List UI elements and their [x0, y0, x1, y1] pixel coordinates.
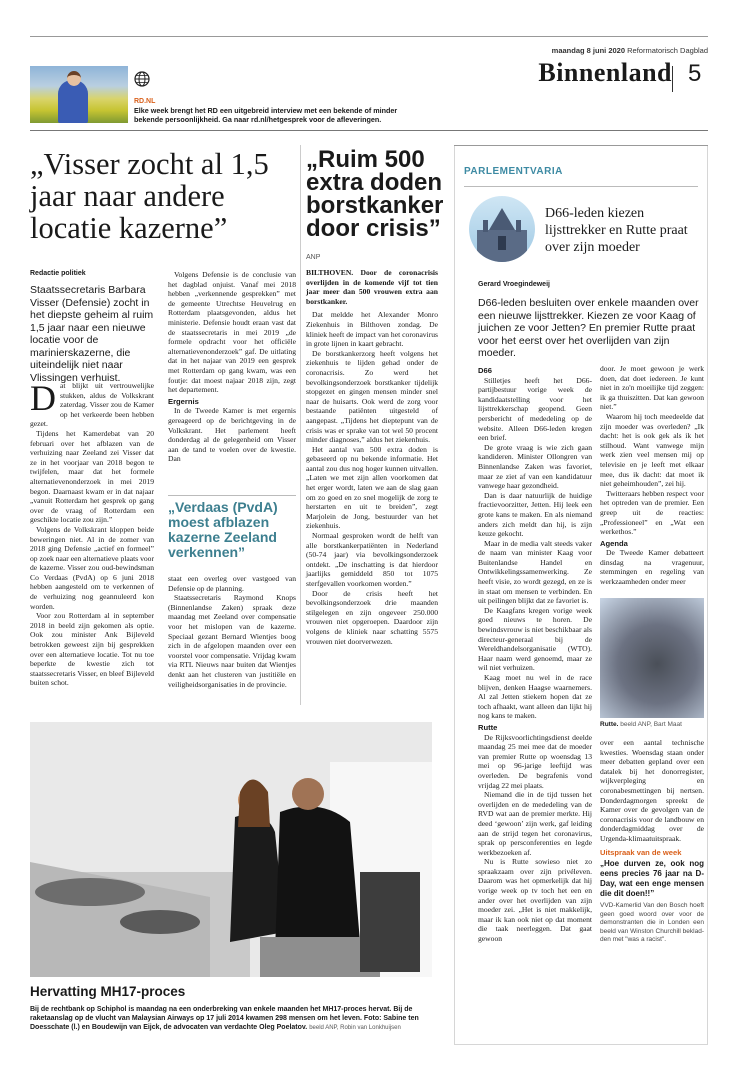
photo-caption-title: Hervatting MH17-proces [30, 984, 186, 999]
globe-icon [134, 71, 150, 87]
courtroom-illustration [30, 722, 432, 977]
section-title: Binnenland [538, 58, 672, 87]
article-col-1: Dat blijkt uit vertrouwelijke stukken, aldus de Volkskrant zaterdag. Visser zou de Kamer op het verkeerde been hebben gezet. Tijdens het Kamerdebat van 20 februari over het afblazen van de verhuizing naar Zeeland zei Visser dat ze in het voorjaar van 2018 begon te twijfelen, maar dat het formele alternatievenonderzoek in mei 2019 begon. Daarnaast kwam er in dat najaar „vanuit Rotterdam het gesprek op gang over de vraag of Rotterdam een geschikte locatie zou zijn.” Volgens de Volkskrant kloppen beide beweringen niet. Al in de zomer van 2018 ging Defensie „actief en formeel” op zoek naar een alternatieve plaats voor de kazerne. Visser zou oud-bewindsman Co Verdaas (PvdA) op 6 juni 2018 hebben aangesteld om te verkennen of de verhuizing nog geannuleerd kon worden. Voor zou Rotterdam al in september 2018 in beeld zijn gekomen als optie. Ook zou minister Ank Bijleveld betrokken geweest zijn bij gesprekken over een alternatieve locatie. Tot nu toe beperkte de kwestie zich tot staatssecretaris Visser, en bleef Bijleveld buiten schot. [30, 378, 154, 688]
byline: Redactie politiek [30, 270, 86, 277]
pull-quote: „Verdaas (PvdA) moest afblazen kazerne Zeeland verkennen” [168, 495, 296, 560]
article2-body: BILTHOVEN. Door de coronacrisis overlijden in de komende vijf tot tien jaar meer dan 500 vrouwen extra aan borstkanker. Dat meldde het Alexander Monro Ziekenhuis in Bilthoven zondag. De kliniek heeft de impact van het coronavirus in grote lijnen in kaart gebracht. De borstkankerzorg heeft volgens het ziekenhuis te lijden gehad onder de coronacrisis. Zo werd het bevolkingsonderzoek borstkanker tijdelijk stopgezet en gingen mensen minder snel naar de huisarts. Ook werd de zorg voor bestaande patiënten uitgesteld of aangepast. „Tijdens het dieptepunt van de crisis was er sprake van tot wel 50 procent minder diagnoses,” aldus het ziekenhuis. Het aantal van 500 extra doden is gebaseerd op nu bekende informatie. Het aantal zou dus nog hoger kunnen uitvallen. „Laten we met zijn allen voorkomen dat het erger wordt, laten we aan de slag gaan om zo goed en zo snel mogelijk de zorg te herstarten en uit te breiden”, zegt Marjolein de Jong, bestuurder van het ziekenhuis. Normaal gesproken wordt de helft van alle borstkankerpatiënten in Nederland (50-74 jaar) via bevolkingsonderzoek ontdekt. „De inschatting is dat hierdoor jaarlijks gemiddeld 850 tot 1075 sterfgevallen voorkomen worden.” Door de crisis heeft het bevolkingsonderzoek drie maanden stilgelegen en zijn ongeveer 250.000 vrouwen niet opgeroepen. Daardoor zijn volgens de kliniek naar schatting 5575 vrouwen niet doorverwezen. [306, 268, 438, 646]
promo-face [67, 71, 81, 86]
panel-headline: D66-leden kiezen lijsttrekker en Rutte praat over zijn moeder [545, 206, 688, 255]
headline-visser: „Visser zocht al 1,5 jaar naar andere locatie kazerne” [30, 147, 269, 245]
photo-caption-text: Bij de rechtbank op Schiphol is maandag na een onderbreking van enkele maanden het MH17-proces hervat. Bij de raketaanslag op de vlucht van Malaysian Airways op 17 juli 2014 kwamen 298 mensen om het leven. Foto: Sabine ten Doesschate (l.) en Boudewijn van Eijck, de advocaten van verdachte Oleg Poelatov. beeld ANP, Robin van Lonkhuijsen [30, 1006, 419, 1031]
panel-byline: Gerard Vroegindeweij [478, 281, 550, 288]
panel-col-1: D66 Stilletjes heeft het D66-partijbestuur vorige week de kandidaatstelling voor het lijsttrekkerschap geopend. Geen persbericht of mededeling op de website. Alleen D66-leden kregen een brief. De grote vraag is wie zich gaan kandideren. Minister Ollongren van Binnenlandse Zaken was favoriet, maar ze ziet af van een kandidatuur vanwege haar gezondheid. Dan is daar natuurlijk de huidige fractievoorzitter, Jetten. Hij leek een grote kans te maken. En als niemand anders zich meldt dan hij, is zijn keuze gekocht. Maar in de media valt steeds vaker de naam van minister Kaag voor Buitenlandse Handel en Ontwikkelingssamenwerking. Ze heeft visie, zo wordt gezegd, en ze is in staat om mensen te verbinden. En uit peilingen blijkt dat ze favoriet is. De Kaagfans kregen vorige week goed nieuws te horen. De bewindsvrouw is niet beschikbaar als directeur-generaal bij de Wereldhandelsorganisatie (WTO). Haar naam werd genoemd, maar ze wil niet verhuizen. Kaag moet nu wel in de race blijven, denken Haagse waarnemers. Al zal Jetten stiekem hopen dat ze toch afhaakt, want alleen dan lijkt hij nog kans te maken. Rutte De Rijksvoorlichtingsdienst deelde maandag 25 mei mee dat de moeder van premier Rutte op woensdag 13 mei op 96-jarige leeftijd was overleden. De begrafenis vond vrijdag 22 mei plaats. Niemand die in de tijd tussen het overlijden en de mededeling van de RVD wat aan de premier merkte. Hij deed ‘gewoon’ zijn werk, gaf leiding aan de strijd tegen het coronavirus, sprak op persconferenties en legde werkbezoeken af. Nu is Rutte sowieso niet zo spraakzaam over zijn privéleven. Daarom was het opmerkelijk dat hij vorige week op tv toch het een en ander over het overlijden van zijn moeder zei. „Het is niet makkelijk, maar ik kan ook niet op dat moment die taak neerleggen. Dat gaat gewoon [478, 366, 592, 944]
headline-borstkanker: „Ruim 500 extra doden borstkanker door crisis” [306, 146, 444, 242]
column-rule [300, 145, 301, 705]
panel-rule [464, 186, 698, 187]
panel-label: PARLEMENTVARIA [464, 166, 563, 177]
rd-link[interactable]: RD.NL [134, 98, 156, 105]
rutte-photo-caption: Rutte. beeld ANP, Bart Maat [600, 721, 682, 728]
rutte-photo [600, 598, 704, 718]
credit: ANP [306, 254, 321, 261]
panel-top-rule [454, 145, 708, 146]
promo-person [58, 80, 88, 123]
rd-promo-text: Elke week brengt het RD een uitgebreid interview met een bekende of minder bekende persoonlijkheid. Ga naar rd.nl/hetgesprek voor de afleveringen. [134, 106, 398, 124]
dateline: maandag 8 juni 2020 Reformatorisch Dagblad [551, 46, 708, 55]
article-col-2: Volgens Defensie is de conclusie van het dagblad onjuist. Vanaf mei 2018 hebben „verkennende gesprekken” met de gemeente Utrechtse Heuvelrug en Rotterdam plaatsgevonden, aldus het ministerie. Defensie houdt eraan vast dat de staatssecretaris in mei 2019 „de formele opdracht voor het officiële alternatievenonderzoek” gaf. De uitlating dat in het najaar van 2019 een gesprek met Rotterdam op gang kwam, was een foutje: dat moest najaar 2018 zijn, zegt het departement. Ergernis In de Tweede Kamer is met ergernis gereageerd op de berichtgeving in de Volkskrant. Het parlement heeft donderdag al de gelegenheid om Visser aan de tand te voelen over de kwestie. Dan [168, 270, 296, 464]
top-rule [30, 36, 708, 37]
panel-intro: D66-leden besluiten over enkele maanden over een nieuwe lijsttrekker. Kiezen ze voor Kaag of juichen ze voor Jetten? En premier Rutte praat voor het eerst over het overlijden van zijn moeder. [478, 297, 699, 359]
page-number: 5 [688, 60, 702, 87]
binnenhof-illustration [469, 196, 535, 262]
courtroom-photo [30, 722, 432, 977]
binnenhof-photo [469, 196, 535, 262]
panel-col-2b: over een aantal technische kwesties. Woensdag staan onder meer debatten gepland over een datalek bij het donorregister, wijkverpleging en coronabesmettingen bij nertsen. Donderdagmorgen spreekt de Kamer over de gevolgen van de coronacrisis voor de landbouw en donderdagmiddag over de Urgenda-klimaatuitspraak. Uitspraak van de week „Hoe durven ze, ook nog eens precies 76 jaar na D-Day, wat een enge mensen die dit doen!!” VVD-Kamerlid Van den Bosch hoeft geen goed woord over voor de demonstranten die in Londen een beeld van Winston Churchill beklad- den met "was a racist". [600, 738, 704, 944]
article-intro: Staatssecretaris Barbara Visser (Defensie) zocht in het diepste geheim al ruim 1,5 jaar naar een nieuwe locatie voor de marinierskazerne, die uiteindelijk niet naar Vlissingen verhuist. [30, 284, 154, 384]
page-divider [672, 66, 673, 92]
panel-col-2: door. Je moet gewoon je werk doen, dat doet iedereen. Je kunt niet in zo'n moeilijke tijd zeggen: ik ga thuiszitten. Dat kan gewoon niet.” Waarom hij toch meedeelde dat zijn moeder was overleden? „Ik dacht: het is ook gek als ik het stilhoud. Want vanwege mijn werk zien veel mensen mij op televisie en je leeft met elkaar mee, dus ik dacht: dat moet ik niet geheimhouden”, zei hij. Twitteraars hebben respect voor het optreden van de premier. Een greep uit de reacties: „Professioneel” en „Wat een werkethos.” Agenda De Tweede Kamer debatteert dinsdag na vragenuur, stemmingen en regeling van werkzaamheden onder meer [600, 364, 704, 587]
article-col-2b: staat een overleg over vastgoed van Defensie op de planning. Staatssecretaris Raymond Knops (Binnenlandse Zaken) spraak deze maandag met Zeeland over compensatie voor het mislopen van de kazerne. Speciaal gezant Bernard Wientjes boog zich in de afgelopen maanden over een voorstel voor compensatie. Vrijdag kwam via RTL Nieuws naar buiten dat Wientjes denkt aan het clusteren van justitiële en veiligheidsorganisaties in de provincie. [168, 574, 296, 689]
separator [30, 130, 708, 131]
drop-cap: D [30, 378, 56, 418]
